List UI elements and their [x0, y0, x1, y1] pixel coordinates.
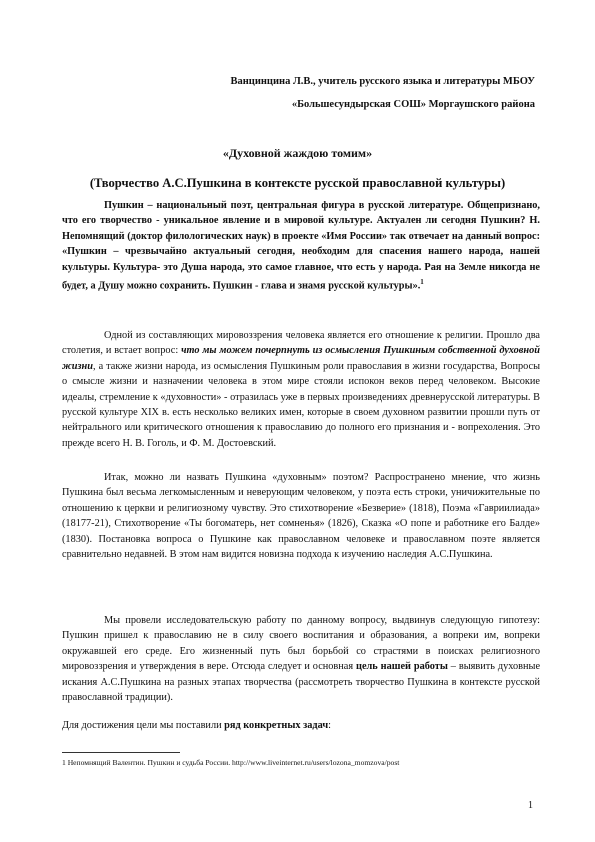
- paragraph-religion-text-a: Одной из составляющих мировоззрения человека является его отношение к религии. Прошло два столетия, и встает вопрос:: [62, 330, 540, 357]
- footnote-number: 1: [62, 758, 66, 767]
- paragraph-religion-text-b: , а также жизни народа, из осмысления Пушкиным роли православия в жизни государства, Вопросы о смысле жизни и назначении человека в этом мире стояли испокон веков перед человеком. Высокие идеалы, стремление к «духовности» - отразилась уже в первых произведениях древнерусской литературы. В русской культуре XIX в. есть несколько великих имен, которые в своем духовном развитии прошли путь от нейтрального или критического отношения к православию до полного его признания и - вопрехоления. Это прежде всего Н. В. Гоголь, и Ф. М. Достоевский.: [62, 360, 540, 449]
- footnote: [62, 758, 542, 767]
- paragraph-religion-italic: что мы можем почерпнуть из осмысления Пушкиным собственной духовной жизни: [62, 345, 540, 372]
- sub-title: (Творчество А.С.Пушкина в контексте русской православной культуры): [89, 176, 506, 190]
- main-title: «Духовной жаждою томим»: [222, 146, 373, 160]
- tasks-intro-line: [62, 720, 540, 731]
- page-number: 1: [528, 800, 533, 811]
- footnote-divider: [62, 752, 180, 753]
- paragraph-intro-text: Пушкин – национальный поэт, центральная фигура в русской литературе. Общепризнано, что его творчество - уникальное явление и в мировой культуре. Актуален ли сегодня Пушкин? Н. Непомнящий (доктор филологических наук) в проекте «Имя России» так отвечает на данный вопрос: «Пушкин – чрезвычайно актуальный сегодня, необходим для спасения нашего народа, нашей культуры. Культура- это Душа народа, это самое главное, что есть у народа. Рая на Земле никогда не будет, а Душу можно сохранить. Пушкин - глава и знамя русской культуры».: [62, 200, 540, 292]
- author-line-2: «Большесундырская СОШ» Моргаушского района: [291, 99, 535, 110]
- author-line-1: Ванцинцина Л.В., учитель русского языка и литературы МБОУ: [230, 76, 535, 87]
- paragraph-hypothesis-text-b: – выявить духовные искания А.С.Пушкина на разных этапах творчества (рассмотреть творчество Пушкина в контексте русской православной традиции).: [62, 661, 541, 704]
- paragraph-hypothesis-text-a: Мы провели исследовательскую работу по данному вопросу, выдвинув следующую гипотезу: Пушкин пришел к православию не в силу своего воспитания и образования, а вопреки им, вопреки окружавшей его среде. Его жизненный путь был борьбой со страстями в поисках религиозного мировоззрения и утверждения в вере. Отсюда следует и основная: [62, 615, 540, 673]
- tasks-intro-text: Для достижения цели мы поставили: [62, 720, 225, 731]
- tasks-colon: :: [328, 720, 332, 731]
- footnote-text[interactable]: Непомнящий Валентин. Пушкин и судьба России. http://www.liveinternet.ru/users/lozona_momzova/post: [67, 758, 400, 767]
- footnote-ref[interactable]: 1: [420, 278, 424, 287]
- tasks-label: ряд конкретных задач: [224, 720, 329, 731]
- paragraph-spiritual-poet: [62, 470, 540, 562]
- paragraph-spiritual-poet-text: Итак, можно ли назвать Пушкина «духовным» поэтом? Распространено мнение, что жизнь Пушкина был весьма легкомысленным и неверующим человеком, у поэта есть строки, уничижительные по отношению к церкви и религиозному чувству. Это стихотворение «Безверие» (1818), Поэма «Гавриилиада» (18177-21), Стихотворение «Ты богоматерь, нет сомненья» (1826), Сказка «О попе и работнике его Балде» (1830). Постановка вопроса о Пушкине как православном человеке и православном поэте является сравнительно недавней. В этом нам видится новизна подхода к изучению наследия А.С.Пушкина.: [62, 472, 540, 561]
- paragraph-religion: [62, 328, 540, 451]
- paragraph-intro: [62, 198, 540, 294]
- paragraph-hypothesis: [62, 613, 540, 705]
- research-goal-label: цель нашей работы: [356, 661, 448, 673]
